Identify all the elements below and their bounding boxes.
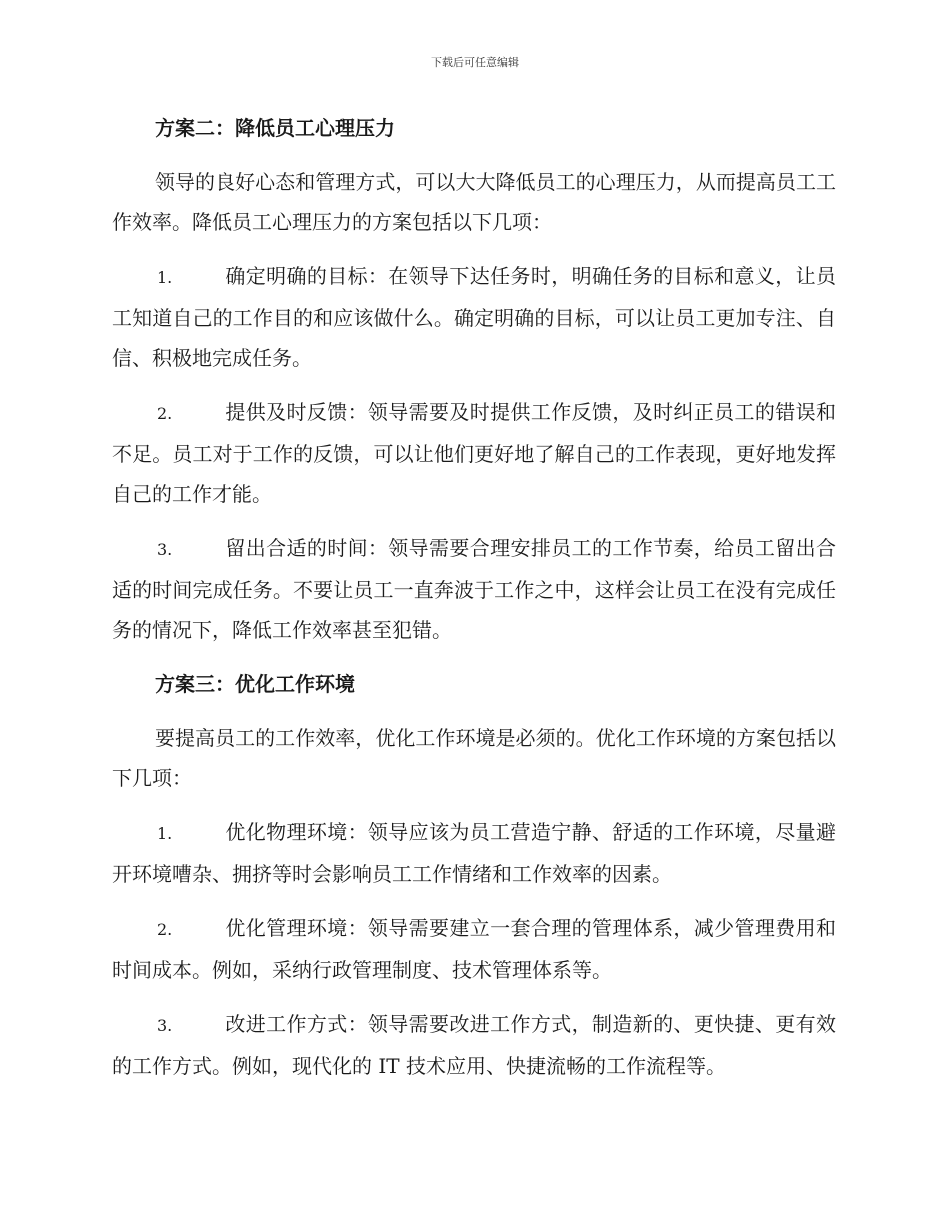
list-item <box>112 1004 836 1086</box>
list-item <box>112 528 836 650</box>
section-heading: 方案二：降低员工心理压力 <box>155 116 395 140</box>
page-header: 下载后可任意编辑 <box>431 56 519 69</box>
list-item <box>112 812 836 894</box>
list-item-number: 1. <box>157 824 173 843</box>
section-intro: 要提高员工的工作效率，优化工作环境是必须的。优化工作环境的方案包括以下几项： <box>112 726 836 790</box>
list-item <box>112 908 836 990</box>
list-item-number: 3. <box>157 540 173 559</box>
list-item-number: 3. <box>157 1016 173 1035</box>
list-item-text: 改进工作方式：领导需要改进工作方式，制造新的、更快捷、更有效的工作方式。例如，现代化的 IT 技术应用、快捷流畅的工作流程等。 <box>112 1012 836 1078</box>
list-item-number: 2. <box>157 404 173 423</box>
list-item-number: 1. <box>157 268 173 287</box>
list-item-text: 优化物理环境：领导应该为员工营造宁静、舒适的工作环境，尽量避开环境嘈杂、拥挤等时会影响员工工作情绪和工作效率的因素。 <box>112 820 836 886</box>
section-intro: 领导的良好心态和管理方式，可以大大降低员工的心理压力，从而提高员工工作效率。降低员工心理压力的方案包括以下几项： <box>112 170 836 234</box>
list-item-text: 优化管理环境：领导需要建立一套合理的管理体系，减少管理费用和时间成本。例如，采纳行政管理制度、技术管理体系等。 <box>112 916 836 982</box>
list-item <box>112 392 836 514</box>
list-item-text: 确定明确的目标：在领导下达任务时，明确任务的目标和意义，让员工知道自己的工作目的和应该做什么。确定明确的目标，可以让员工更加专注、自信、积极地完成任务。 <box>112 264 836 370</box>
list-item-text: 留出合适的时间：领导需要合理安排员工的工作节奏，给员工留出合适的时间完成任务。不要让员工一直奔波于工作之中，这样会让员工在没有完成任务的情况下，降低工作效率甚至犯错。 <box>112 536 836 642</box>
list-item <box>112 256 836 378</box>
section-heading: 方案三：优化工作环境 <box>155 672 355 696</box>
list-item-number: 2. <box>157 920 173 939</box>
document-body <box>112 108 836 1100</box>
list-item-text: 提供及时反馈：领导需要及时提供工作反馈，及时纠正员工的错误和不足。员工对于工作的反馈，可以让他们更好地了解自己的工作表现，更好地发挥自己的工作才能。 <box>112 400 836 506</box>
